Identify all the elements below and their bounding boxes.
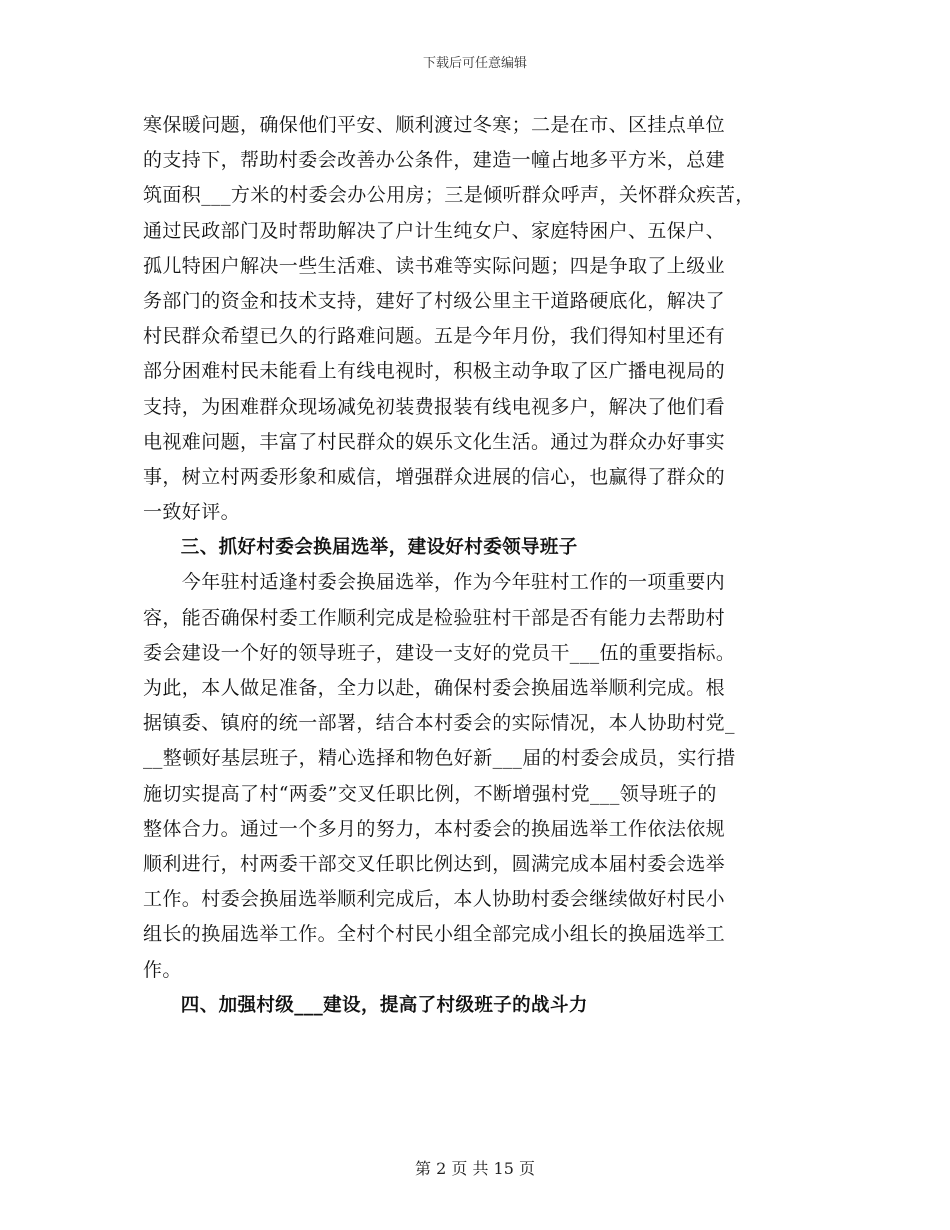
body-line: 支持，为困难群众现场减免初装费报装有线电视多户，解决了他们看 [143,395,726,418]
body-line: 的支持下，帮助村委会改善办公条件，建造一幢占地多平方米，总建 [143,149,726,172]
body-line: 委会建设一个好的领导班子，建设一支好的党员干___伍的重要指标。 [143,641,736,664]
body-line: 组长的换届选举工作。全村个村民小组全部完成小组长的换届选举工 [143,923,726,946]
body-line: 顺利进行，村两委干部交叉任职比例达到，圆满完成本届村委会选举 [143,852,726,875]
body-line: 事，树立村两委形象和威信，增强群众进展的信心，也赢得了群众的 [143,465,726,488]
document-body [143,108,813,1023]
body-line: 孤儿特困户解决一些生活难、读书难等实际问题；四是争取了上级业 [143,254,726,277]
page-footer: 第 2 页 共 15 页 [415,1159,535,1178]
body-line: 作。 [143,958,182,981]
body-line: 筑面积___方米的村委会办公用房；三是倾听群众呼声，关怀群众疾苦， [143,184,755,207]
body-line: 工作。村委会换届选举顺利完成后，本人协助村委会继续做好村民小 [143,888,726,911]
body-line: 为此，本人做足准备，全力以赴，确保村委会换届选举顺利完成。根 [143,677,726,699]
body-line: 务部门的资金和技术支持，建好了村级公里主干道路硬底化，解决了 [143,289,726,312]
body-line: 一致好评。 [143,501,241,524]
body-line: 村民群众希望已久的行路难问题。五是今年月份，我们得知村里还有 [143,325,726,348]
body-line: 通过民政部门及时帮助解决了户计生纯女户、家庭特困户、五保户、 [143,219,726,242]
body-line: 容，能否确保村委工作顺利完成是检验驻村干部是否有能力去帮助村 [143,606,726,629]
body-line: 今年驻村适逢村委会换届选举，作为今年驻村工作的一项重要内 [143,571,726,594]
body-line: 整体合力。通过一个多月的努力，本村委会的换届选举工作依法依规 [143,817,726,840]
body-line: 寒保暖问题，确保他们平安、顺利渡过冬寒；二是在市、区挂点单位 [143,114,726,136]
page-header: 下载后可任意编辑 [422,56,527,71]
body-line: 部分困难村民未能看上有线电视时，积极主动争取了区广播电视局的 [143,360,726,383]
body-line: 据镇委、镇府的统一部署，结合本村委会的实际情况，本人协助村党_ [143,712,735,735]
body-line: __整顿好基层班子，精心选择和物色好新___届的村委会成员，实行措 [143,747,736,770]
body-line: 电视难问题，丰富了村民群众的娱乐文化生活。通过为群众办好事实 [143,430,726,453]
section-heading: 三、抓好村委会换届选举，建设好村委领导班子 [143,537,578,559]
body-line: 施切实提高了村“两委”交叉任职比例，不断增强村党___领导班子的 [143,782,717,805]
section-heading: 四、加强村级___建设，提高了村级班子的战斗力 [143,994,588,1016]
